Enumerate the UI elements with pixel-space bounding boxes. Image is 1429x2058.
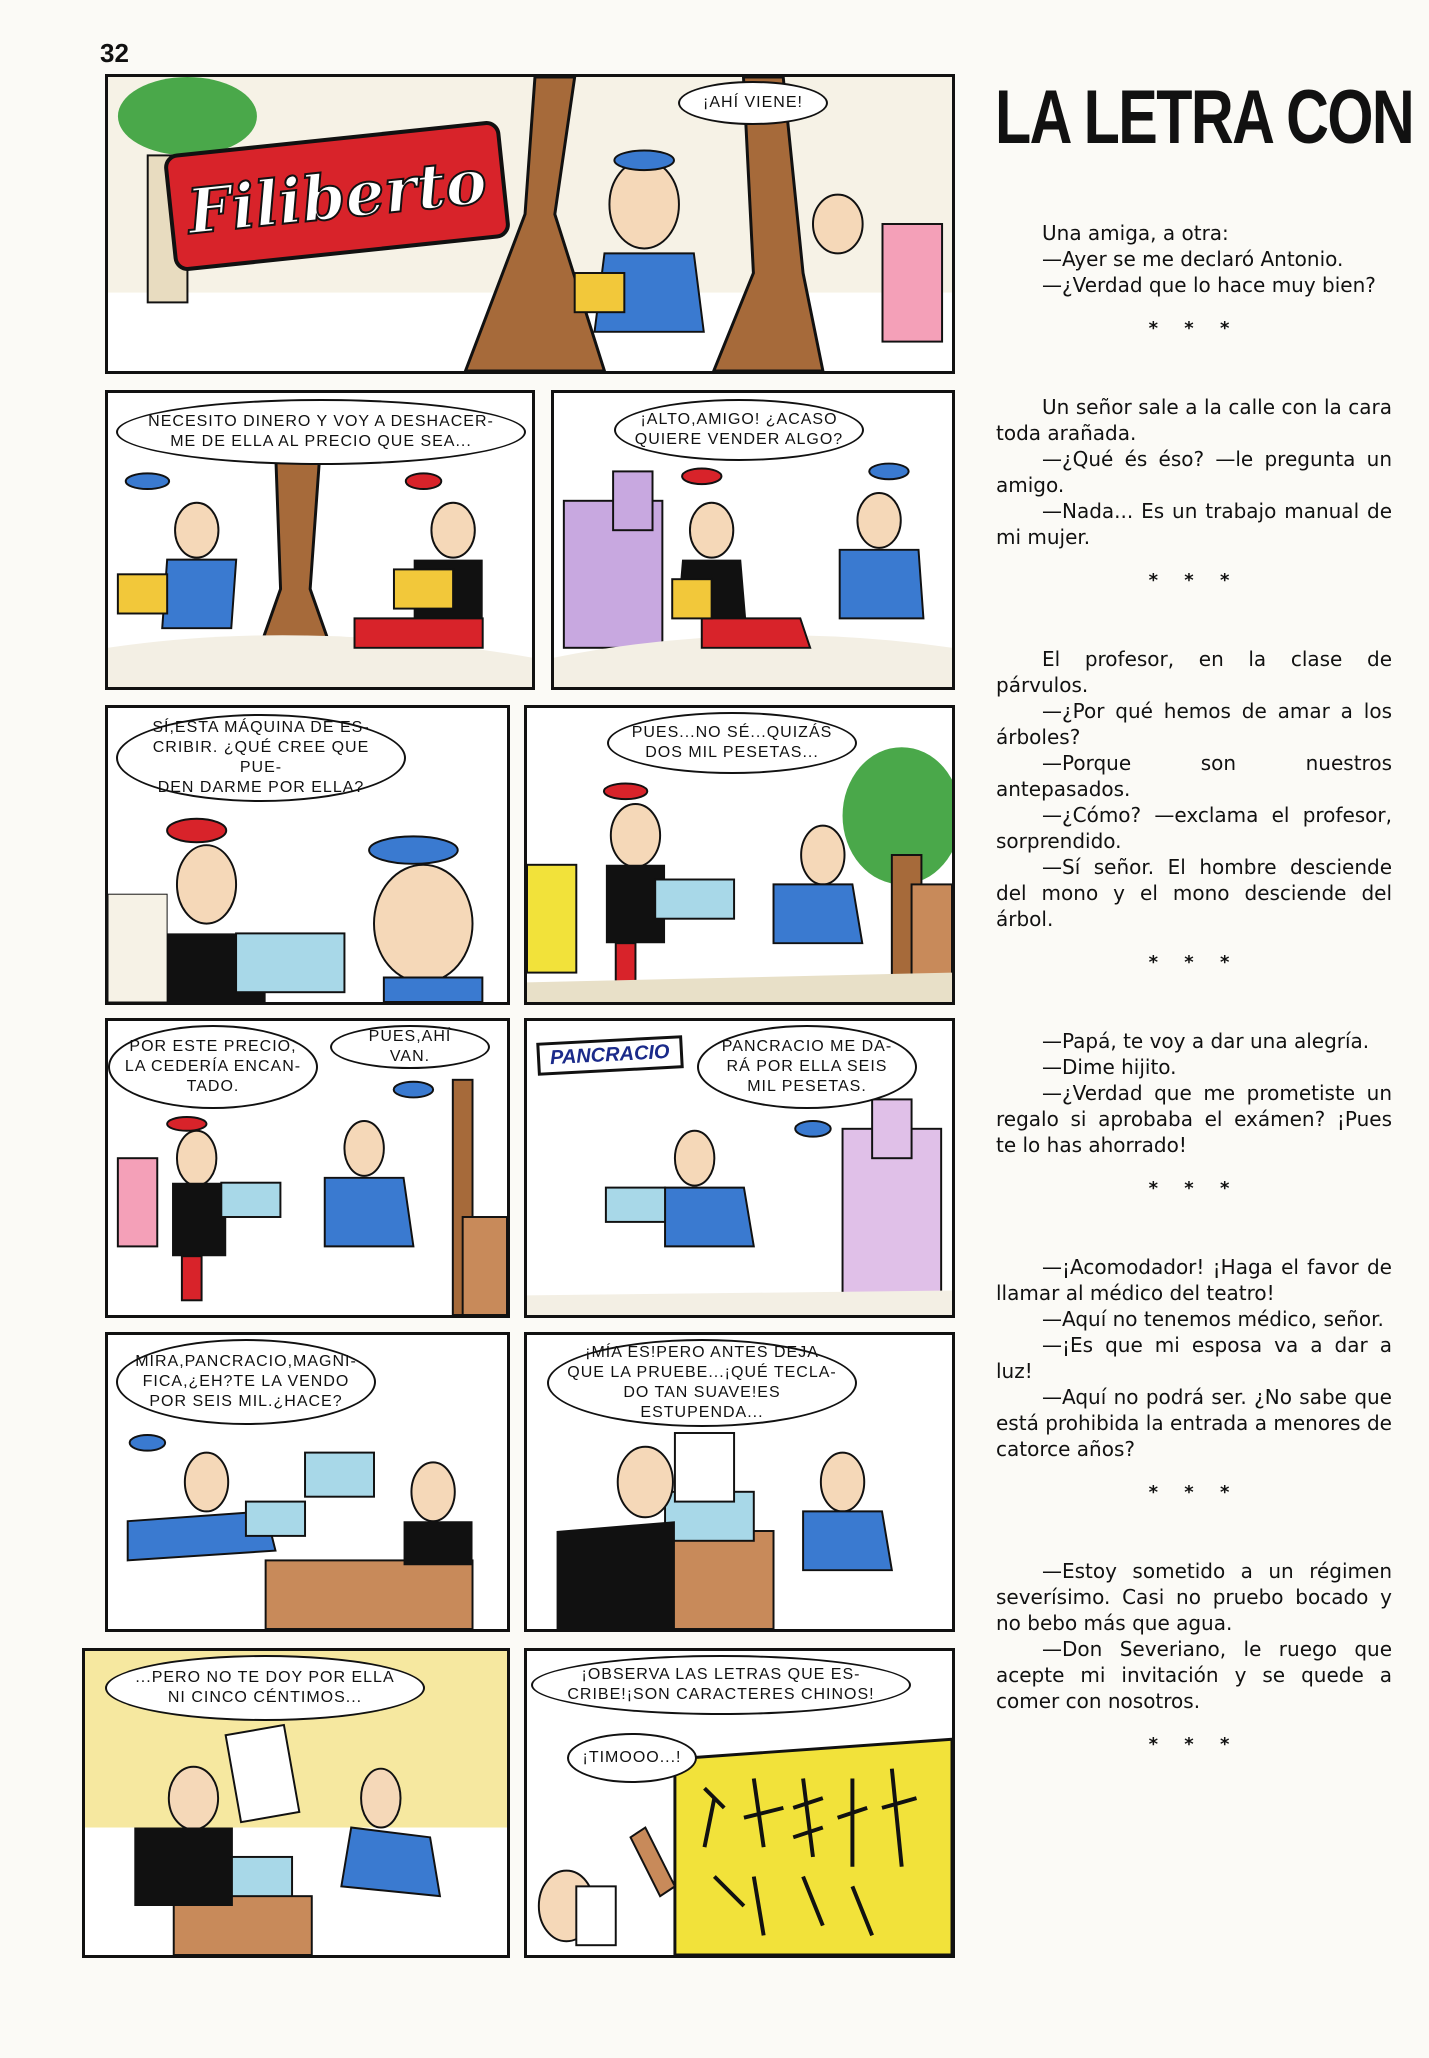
speech-bubble: ¡MÍA ES!PERO ANTES DEJA QUE LA PRUEBE...¡QUÉ TECLA- DO TAN SUAVE!ES ESTUPENDA...	[547, 1339, 857, 1427]
speech-bubble: PUES,AHÍ VAN.	[330, 1025, 490, 1069]
speech-bubble: POR ESTE PRECIO, LA CEDERÍA ENCAN- TADO.	[108, 1025, 318, 1109]
joke-separator: * * *	[1148, 318, 1240, 339]
joke-line: —Don Severiano, le ruego que acepte mi invitación y se quede a comer con nosotros.	[996, 1637, 1392, 1713]
panel-7	[524, 1018, 955, 1318]
panel-6	[105, 1018, 510, 1318]
logo-text: Filiberto	[183, 144, 491, 248]
jokes-column	[996, 220, 1392, 1810]
joke-line: Una amiga, a otra:	[1042, 221, 1229, 245]
joke-1	[996, 220, 1392, 298]
joke-line: —¿Verdad que lo hace muy bien?	[1042, 273, 1376, 297]
speech-bubble: PANCRACIO ME DA- RÁ POR ELLA SEIS MIL PESETAS.	[697, 1025, 917, 1109]
joke-line: —Aquí no tenemos médico, señor.	[1042, 1307, 1384, 1331]
joke-line: —¡Acomodador! ¡Haga el favor de llamar al médico del teatro!	[996, 1255, 1392, 1305]
joke-line: —¿Cómo? —exclama el profesor, sorprendido.	[996, 803, 1392, 853]
joke-2	[996, 394, 1392, 550]
speech-bubble: ...PERO NO TE DOY POR ELLA NI CINCO CÉNTIMOS...	[105, 1655, 425, 1721]
column-title: LA LETRA CON	[995, 75, 1414, 160]
speech-bubble: SÍ,ESTA MÁQUINA DE ES- CRIBIR. ¿QUÉ CREE QUE PUE- DEN DARME POR ELLA?	[116, 714, 406, 802]
pancracio-sign: PANCRACIO	[536, 1035, 683, 1076]
joke-line: —Papá, te voy a dar una alegría.	[1042, 1029, 1370, 1053]
joke-separator: * * *	[1148, 1178, 1240, 1199]
joke-6	[996, 1558, 1392, 1714]
speech-bubble: ¡ALTO,AMIGO! ¿ACASO QUIERE VENDER ALGO?	[614, 399, 864, 461]
joke-separator: * * *	[1148, 952, 1240, 973]
joke-line: —Estoy sometido a un régimen severísimo. Casi no pruebo bocado y no bebo más que agua.	[996, 1559, 1392, 1635]
speech-bubble: ¡TIMOOO...!	[567, 1733, 697, 1783]
speech-bubble: NECESITO DINERO Y VOY A DESHACER- ME DE ELLA AL PRECIO QUE SEA...	[116, 399, 526, 465]
joke-line: —Dime hijito.	[1042, 1055, 1177, 1079]
panel-9	[524, 1332, 955, 1632]
panel-8	[105, 1332, 510, 1632]
joke-separator: * * *	[1148, 1482, 1240, 1503]
joke-line: —Ayer se me declaró Antonio.	[1042, 247, 1344, 271]
joke-line: —¿Qué és éso? —le pregunta un amigo.	[996, 447, 1392, 497]
joke-line: —Sí señor. El hombre desciende del mono y el mono desciende del árbol.	[996, 855, 1392, 931]
joke-line: Un señor sale a la calle con la cara toda arañada.	[996, 395, 1392, 445]
joke-line: —Porque son nuestros antepasados.	[996, 751, 1392, 801]
panel-11	[524, 1648, 955, 1958]
joke-4	[996, 1028, 1392, 1158]
panel-10	[82, 1648, 510, 1958]
joke-line: —Aquí no podrá ser. ¿No sabe que está prohibida la entrada a menores de catorce años?	[996, 1385, 1392, 1461]
panel-1	[105, 74, 955, 374]
joke-5	[996, 1254, 1392, 1462]
speech-bubble: ¡OBSERVA LAS LETRAS QUE ES- CRIBE!¡SON CARACTERES CHINOS!	[531, 1655, 911, 1715]
panel-5	[524, 705, 955, 1005]
joke-line: —¿Verdad que me prometiste un regalo si aprobaba el exámen? ¡Pues te lo has ahorrado!	[996, 1081, 1392, 1157]
speech-bubble: PUES...NO SÉ...QUIZÁS DOS MIL PESETAS...	[607, 712, 857, 774]
speech-bubble: ¡AHÍ VIENE!	[678, 81, 828, 125]
joke-separator: * * *	[1148, 1734, 1240, 1755]
joke-separator: * * *	[1148, 570, 1240, 591]
panel-3	[551, 390, 955, 690]
panel-2	[105, 390, 535, 690]
joke-line: —¿Por qué hemos de amar a los árboles?	[996, 699, 1392, 749]
speech-bubble: MIRA,PANCRACIO,MAGNI- FICA,¿EH?TE LA VENDO POR SEIS MIL.¿HACE?	[116, 1339, 376, 1425]
page-number: 32	[100, 38, 129, 68]
joke-line: —Nada... Es un trabajo manual de mi mujer.	[996, 499, 1392, 549]
joke-3	[996, 646, 1392, 932]
joke-line: —¡Es que mi esposa va a dar a luz!	[996, 1333, 1392, 1383]
panel-4	[105, 705, 510, 1005]
joke-line: El profesor, en la clase de párvulos.	[996, 647, 1392, 697]
